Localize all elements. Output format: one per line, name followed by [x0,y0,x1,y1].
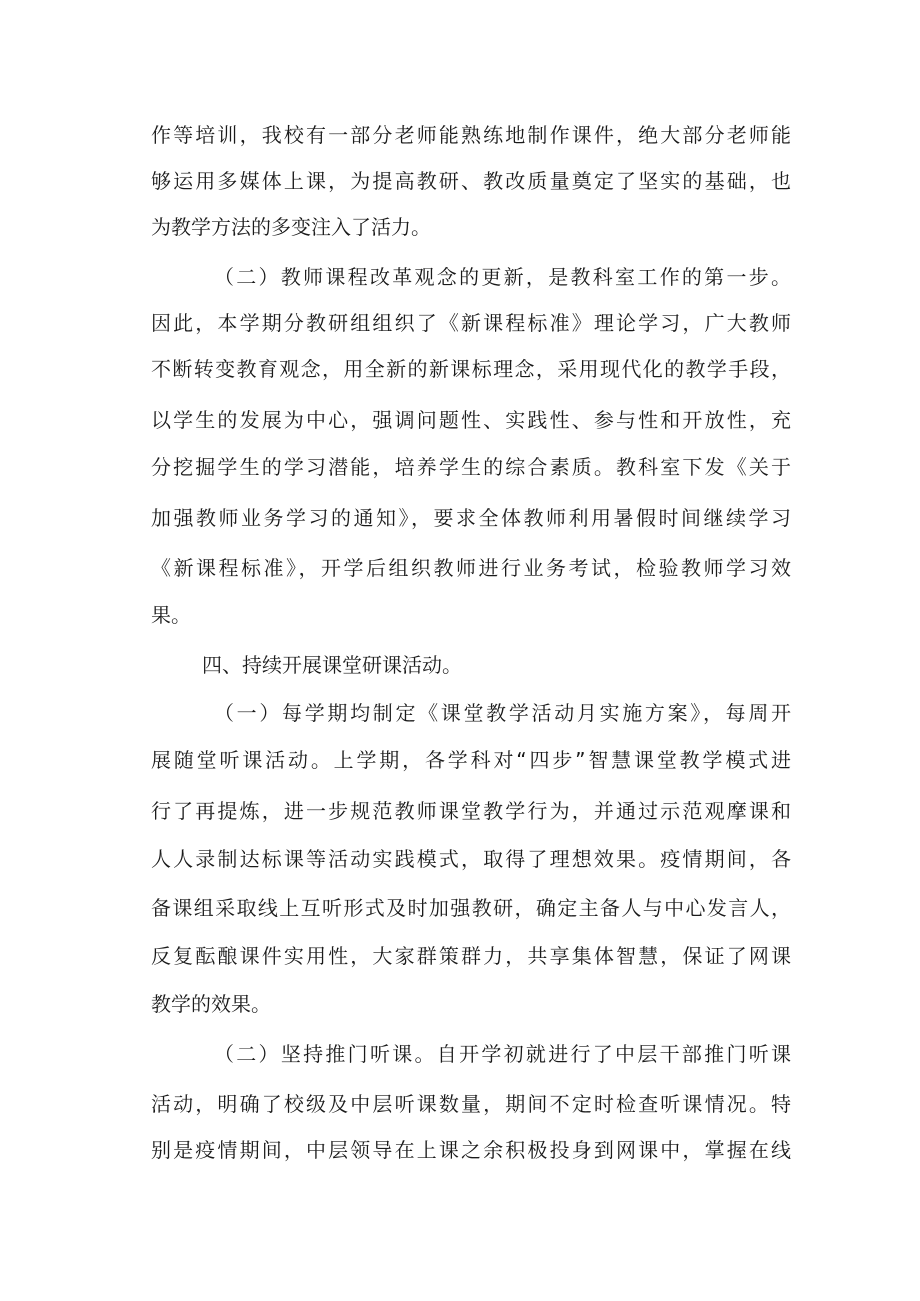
paragraph-first-line: （二）教师课程改革观念的更新，是教科室工作的第一步。 [214,265,791,289]
body-line: 人人录制达标课等活动实践模式，取得了理想效果。疫情期间，各 [151,847,791,871]
body-line: 教学的效果。 [151,992,271,1016]
body-line: 不断转变教育观念，用全新的新课标理念，采用现代化的教学手段， [151,357,791,381]
section-heading: 四、持续开展课堂研课活动。 [202,653,462,677]
body-line: 《新课程标准》，开学后组织教师进行业务考试，检验教师学习效 [151,556,791,580]
body-line: 作等培训，我校有一部分老师能熟练地制作课件，绝大部分老师能 [151,123,791,147]
body-line: 分挖掘学生的学习潜能，培养学生的综合素质。教科室下发《关于 [151,455,791,479]
paragraph-first-line: （一）每学期均制定《课堂教学活动月实施方案》，每周开 [214,701,791,725]
body-line: 因此，本学期分教研组组织了《新课程标准》理论学习，广大教师 [151,311,791,335]
body-line: 果。 [151,603,191,627]
body-line: 以学生的发展为中心，强调问题性、实践性、参与性和开放性，充 [151,408,791,432]
body-line: 备课组采取线上互听形式及时加强教研，确定主备人与中心发言人， [151,896,791,920]
paragraph-first-line: （二）坚持推门听课。自开学初就进行了中层干部推门听课 [214,1042,791,1066]
body-line: 展随堂听课活动。上学期，各学科对“四步”智慧课堂教学模式进 [151,748,791,772]
body-line: 够运用多媒体上课，为提高教研、教改质量奠定了坚实的基础，也 [151,169,791,193]
body-line: 反复酝酿课件实用性，大家群策群力，共享集体智慧，保证了网课 [151,944,791,968]
body-line: 行了再提炼，进一步规范教师课堂教学行为，并通过示范观摩课和 [151,799,791,823]
body-line: 别是疫情期间，中层领导在上课之余积极投身到网课中，掌握在线 [151,1138,791,1162]
body-line: 活动，明确了校级及中层听课数量，期间不定时检查听课情况。特 [151,1092,791,1116]
body-line: 加强教师业务学习的通知》，要求全体教师利用暑假时间继续学习 [151,506,791,530]
body-line: 为教学方法的多变注入了活力。 [151,215,431,239]
